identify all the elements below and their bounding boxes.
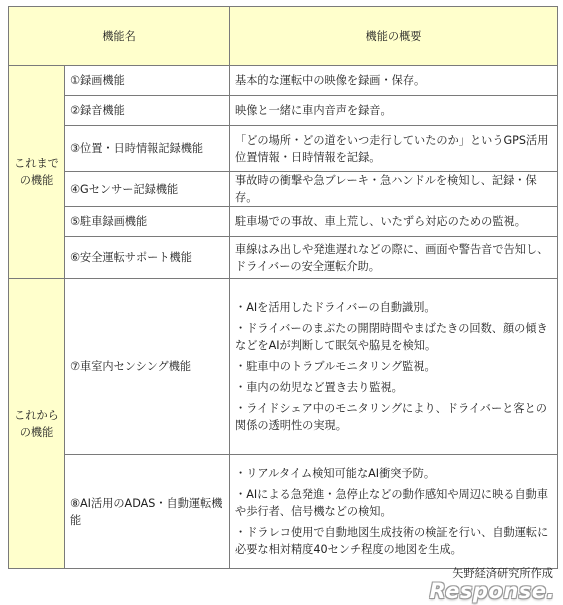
summary-bullet: ・AIを活用したドライバーの自動識別。 bbox=[235, 301, 436, 314]
function-summary: 「どの場所・どの道をいつ走行していたのか」というGPS活用位置情報・日時情報を記録。 bbox=[230, 126, 558, 172]
function-name: ⑤駐車録画機能 bbox=[65, 207, 230, 237]
summary-bullet: ・駐車中のトラブルモニタリング監視。 bbox=[235, 360, 436, 373]
function-summary: 事故時の衝撃や急ブレーキ・急ハンドルを検知し、記録・保存。 bbox=[230, 172, 558, 207]
function-table bbox=[8, 6, 558, 569]
function-summary: 駐車場での事故、車上荒し、いたずら対応のための監視。 bbox=[230, 207, 558, 237]
function-summary: 映像と一緒に車内音声を録音。 bbox=[230, 96, 558, 126]
function-summary bbox=[230, 455, 558, 569]
summary-bullet: ・ドライバーのまぶたの開閉時間やまばたきの回数、顔の傾きなどをAIが判断して眠気や脇見を検知。 bbox=[235, 322, 548, 352]
function-name: ⑥安全運転サポート機能 bbox=[65, 237, 230, 279]
function-summary: 車線はみ出しや発進遅れなどの際に、画面や警告音で告知し、ドライバーの安全運転介助。 bbox=[230, 237, 558, 279]
summary-bullet: ・AIによる急発進・急停止などの動作感知や周辺に映る自動車や歩行者、信号機などの検知。 bbox=[235, 488, 549, 518]
header-function-name: 機能名 bbox=[9, 7, 230, 66]
group-label-current: これまでの機能 bbox=[9, 66, 65, 279]
summary-bullet: ・ドラレコ使用で自動地図生成技術の検証を行い、自動運転に必要な相対精度40センチ程度の地図を生成。 bbox=[235, 526, 549, 556]
table-row bbox=[9, 172, 558, 207]
function-name: ③位置・日時情報記録機能 bbox=[65, 126, 230, 172]
document bbox=[8, 6, 557, 569]
function-name: ④Gセンサー記録機能 bbox=[65, 172, 230, 207]
function-name: ⑦車室内センシング機能 bbox=[65, 279, 230, 455]
table-header-row bbox=[9, 7, 558, 66]
table-row bbox=[9, 126, 558, 172]
function-summary bbox=[230, 279, 558, 455]
source-credit: 矢野経済研究所作成 bbox=[452, 567, 553, 580]
summary-bullet: ・ライドシェア中のモニタリングにより、ドライバーと客との関係の透明性の実現。 bbox=[235, 402, 547, 432]
response-watermark-logo: Response. bbox=[429, 579, 555, 603]
table-row bbox=[9, 455, 558, 569]
summary-bullet: ・リアルタイム検知可能なAI衝突予防。 bbox=[235, 467, 436, 480]
function-name: ①録画機能 bbox=[65, 66, 230, 96]
summary-bullet: ・車内の幼児など置き去り監視。 bbox=[235, 381, 403, 394]
table-row bbox=[9, 207, 558, 237]
function-name: ⑧AI活用のADAS・自動運転機能 bbox=[65, 455, 230, 569]
function-summary: 基本的な運転中の映像を録画・保存。 bbox=[230, 66, 558, 96]
footer bbox=[0, 563, 557, 603]
header-function-summary: 機能の概要 bbox=[230, 7, 558, 66]
function-name: ②録音機能 bbox=[65, 96, 230, 126]
group-label-future: これからの機能 bbox=[9, 279, 65, 569]
table-row bbox=[9, 237, 558, 279]
table-row bbox=[9, 66, 558, 96]
table-row bbox=[9, 279, 558, 455]
table-row bbox=[9, 96, 558, 126]
